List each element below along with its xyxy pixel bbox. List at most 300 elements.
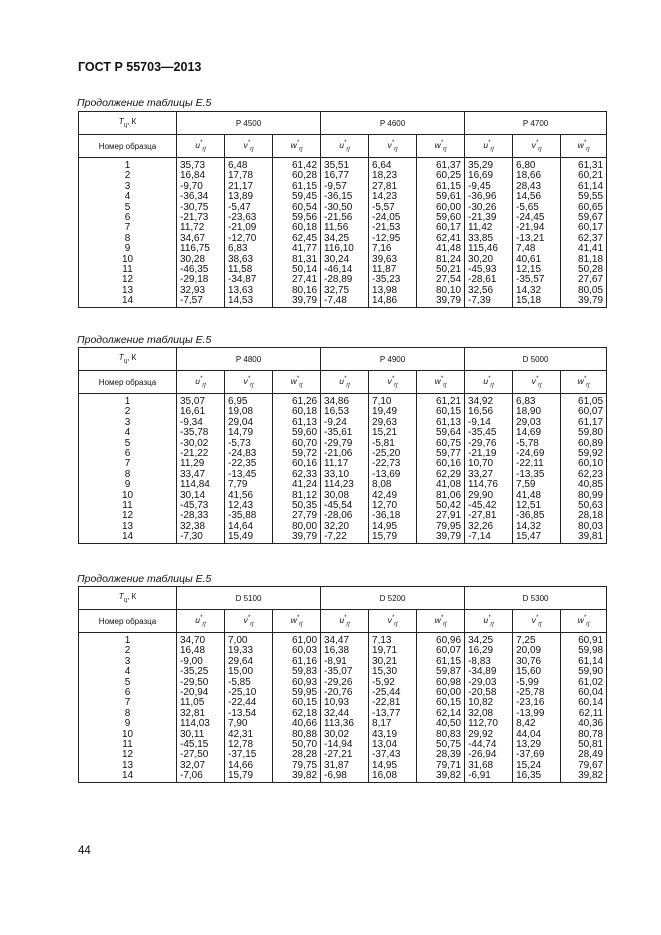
sample-number: 12 — [121, 510, 134, 522]
table-cell: 16,56 — [468, 406, 494, 418]
sample-number: 1 — [124, 396, 131, 407]
table-cell: 7,00 — [228, 635, 248, 646]
table-cell: 14,79 — [228, 427, 254, 439]
table-cell: 34,70 — [180, 635, 206, 646]
variable-header: $v^*_{rj}$ — [369, 371, 417, 394]
table-cell: 62,45 — [291, 232, 318, 244]
table-cell: -46,14 — [324, 264, 353, 276]
table-cell: -45,73 — [180, 500, 209, 512]
table-cell: 114,84 — [180, 479, 210, 491]
value-column — [417, 158, 465, 308]
table-cell: 62,11 — [578, 707, 604, 719]
data-table — [78, 586, 607, 783]
value-column — [273, 633, 321, 783]
table-cell: 8,08 — [372, 479, 392, 491]
table-cell: 115,46 — [468, 243, 498, 255]
table-cell: -29,50 — [180, 676, 209, 688]
table-cell: 59,67 — [578, 212, 604, 224]
variable-header: $u^*_{rj}$ — [321, 610, 369, 633]
table-cell: 60,15 — [292, 697, 318, 709]
sample-number: 13 — [121, 284, 134, 296]
table-cell: 60,18 — [291, 222, 318, 234]
table-cell: -27,50 — [180, 749, 209, 761]
table-cell: -30,02 — [180, 437, 209, 449]
table-cell: 40,36 — [578, 718, 604, 730]
table-cell: 11,17 — [324, 458, 349, 470]
table-cell: 33,27 — [468, 468, 494, 480]
table-cell: 6,80 — [516, 160, 536, 171]
variable-header: $u^*_{rj}$ — [465, 135, 513, 158]
table-cell: 61,37 — [436, 160, 462, 171]
table-cell: 41,41 — [578, 243, 604, 255]
table-cell: 60,04 — [578, 687, 604, 699]
table-cell: -29,18 — [180, 274, 209, 286]
table-cell: 7,79 — [228, 479, 248, 491]
table-cell: -7,14 — [468, 531, 491, 543]
table-cell: 32,07 — [180, 759, 206, 771]
table-cell: -28,06 — [324, 510, 353, 522]
table-cell: -27,81 — [468, 510, 497, 522]
sample-number: 10 — [121, 489, 134, 501]
table-cell: -7,57 — [180, 295, 203, 307]
table-cell: 11,72 — [180, 222, 205, 234]
tc-header: $Т_ц$, К — [79, 112, 177, 135]
table-cell: -9,14 — [468, 416, 491, 428]
variable-header: $v^*_{rj}$ — [225, 610, 273, 633]
table-cell: -13,21 — [516, 232, 545, 244]
table-cell: 16,77 — [324, 170, 350, 182]
table-cell: 62,18 — [292, 707, 318, 719]
table-cell: -46,35 — [180, 264, 209, 276]
table-cell: 39,82 — [578, 770, 604, 782]
table-cell: 61,14 — [578, 655, 604, 667]
table-cell: -36,34 — [180, 191, 209, 203]
table-cell: 11,05 — [180, 697, 205, 709]
table-cell: 62,41 — [436, 232, 462, 244]
table-cell: 61,42 — [291, 160, 318, 171]
table-cell: 44,04 — [516, 728, 542, 740]
table-cell: -22,11 — [516, 458, 544, 470]
table-cell: 61,26 — [291, 396, 318, 407]
table-cell: 33,10 — [324, 468, 350, 480]
table-cell: 35,51 — [324, 160, 350, 171]
table-cell: 15,60 — [516, 666, 542, 678]
value-column — [561, 633, 607, 783]
table-cell: -13,77 — [372, 707, 401, 719]
page-number: 44 — [78, 845, 91, 857]
table-cell: -5,47 — [228, 201, 251, 213]
table-cell: 41,08 — [436, 479, 462, 491]
table-cell: 41,77 — [291, 243, 318, 255]
table-cell: -20,76 — [324, 687, 353, 699]
value-column — [177, 158, 225, 308]
table-cell: 59,61 — [436, 191, 462, 203]
table-cell: 35,29 — [468, 160, 494, 171]
table-caption: Продолжение таблицы Е.5 — [77, 573, 212, 585]
sample-number: 3 — [124, 655, 131, 667]
table-cell: -28,61 — [468, 274, 497, 286]
table-cell: -24,05 — [372, 212, 401, 224]
table-cell: -13,69 — [372, 468, 401, 480]
table-cell: 27,91 — [436, 510, 462, 522]
table-cell: 61,02 — [578, 676, 604, 688]
table-cell: 59,77 — [436, 448, 462, 460]
table-cell: -21,39 — [468, 212, 497, 224]
group-header: D 5000 — [465, 348, 607, 371]
table-cell: 14,66 — [228, 759, 254, 771]
table-cell: 116,10 — [324, 243, 354, 255]
sample-number-column — [79, 158, 177, 308]
table-cell: -20,94 — [180, 687, 209, 699]
group-header: Р 4900 — [321, 348, 465, 371]
data-table — [78, 111, 607, 308]
table-cell: 39,81 — [578, 531, 604, 543]
table-cell: 11,58 — [228, 264, 253, 276]
table-cell: -35,57 — [516, 274, 545, 286]
variable-header: $v^*_{rj}$ — [369, 135, 417, 158]
table-cell: 59,55 — [578, 191, 604, 203]
table-cell: -35,07 — [324, 666, 353, 678]
table-cell: 6,83 — [228, 243, 248, 255]
table-cell: 80,00 — [291, 520, 318, 532]
table-cell: 27,79 — [291, 510, 318, 522]
table-cell: -24,69 — [516, 448, 545, 460]
sample-number-header: Номер образца — [79, 135, 177, 158]
table-cell: 12,78 — [228, 739, 254, 751]
table-cell: 60,07 — [436, 645, 462, 657]
table-cell: 113,36 — [324, 718, 354, 730]
table-cell: -34,89 — [468, 666, 497, 678]
table-cell: 13,04 — [372, 739, 398, 751]
table-cell: 29,03 — [516, 416, 542, 428]
table-cell: 6,48 — [228, 160, 248, 171]
table-caption: Продолжение таблицы Е.5 — [77, 97, 212, 109]
table-cell: 16,84 — [180, 170, 206, 182]
value-column — [561, 394, 607, 544]
variable-header: $u^*_{rj}$ — [177, 610, 225, 633]
table-cell: -5,65 — [516, 201, 539, 213]
sample-number: 14 — [121, 770, 134, 782]
group-header: Р 4600 — [321, 112, 465, 135]
table-cell: 30,02 — [324, 728, 350, 740]
table-cell: 34,25 — [468, 635, 494, 646]
table-cell: 59,56 — [291, 212, 318, 224]
sample-number: 7 — [124, 222, 131, 234]
value-column — [177, 633, 225, 783]
table-cell: 81,18 — [578, 253, 604, 265]
table-cell: 61,17 — [578, 416, 604, 428]
table-cell: -22,73 — [372, 458, 401, 470]
table-cell: -21,06 — [324, 448, 353, 460]
table-cell: 19,33 — [228, 645, 254, 657]
table-cell: -7,22 — [324, 531, 347, 543]
table-cell: 33,47 — [180, 468, 206, 480]
table-cell: 61,31 — [578, 160, 604, 171]
table-cell: 20,09 — [516, 645, 542, 657]
table-cell: 59,92 — [578, 448, 604, 460]
variable-header: $u^*_{rj}$ — [321, 135, 369, 158]
table-cell: 50,81 — [578, 739, 604, 751]
table-cell: 15,79 — [372, 531, 398, 543]
table-cell: 14,53 — [228, 295, 254, 307]
value-column — [465, 633, 513, 783]
sample-number: 7 — [124, 458, 131, 470]
table-cell: 30,76 — [516, 655, 542, 667]
table-cell: 60,89 — [578, 437, 604, 449]
table-cell: 80,05 — [578, 284, 604, 296]
sample-number: 5 — [124, 676, 131, 688]
table-cell: 13,89 — [228, 191, 254, 203]
table-cell: 15,24 — [516, 759, 542, 771]
table-cell: -9,70 — [180, 180, 203, 192]
table-cell: 33,85 — [468, 232, 494, 244]
table-cell: -35,25 — [180, 666, 209, 678]
table-cell: 10,82 — [468, 697, 494, 709]
table-cell: 59,83 — [292, 666, 318, 678]
table-cell: 13,63 — [228, 284, 254, 296]
sample-number: 8 — [124, 232, 131, 244]
table-cell: -21,19 — [468, 448, 497, 460]
table-cell: 32,81 — [180, 707, 206, 719]
value-column — [561, 158, 607, 308]
table-cell: -25,44 — [372, 687, 401, 699]
table-cell: -5,73 — [228, 437, 251, 449]
table-cell: 60,93 — [292, 676, 318, 688]
table-cell: 29,64 — [228, 655, 254, 667]
table-cell: 42,49 — [372, 489, 398, 501]
sample-number: 2 — [124, 645, 131, 657]
table-cell: 27,54 — [436, 274, 462, 286]
group-header: Р 4800 — [177, 348, 321, 371]
sample-number: 2 — [124, 406, 131, 418]
table-cell: -20,58 — [468, 687, 497, 699]
sample-number: 6 — [124, 448, 131, 460]
table-cell: -36,85 — [516, 510, 545, 522]
table-cell: 114,23 — [324, 479, 354, 491]
table-cell: 11,42 — [468, 222, 493, 234]
table-cell: 50,70 — [292, 739, 318, 751]
table-cell: -26,94 — [468, 749, 497, 761]
table-cell: -21,53 — [372, 222, 401, 234]
table-cell: 34,47 — [324, 635, 350, 646]
table-cell: 59,98 — [578, 645, 604, 657]
table-cell: 32,56 — [468, 284, 494, 296]
table-cell: 16,61 — [180, 406, 206, 418]
table-cell: 27,41 — [291, 274, 318, 286]
table-cell: -7,39 — [468, 295, 491, 307]
table-cell: 80,10 — [436, 284, 462, 296]
table-cell: -29,26 — [324, 676, 353, 688]
table-cell: 116,75 — [180, 243, 210, 255]
sample-number: 10 — [121, 253, 134, 265]
table-cell: 30,14 — [180, 489, 206, 501]
table-cell: -24,83 — [228, 448, 257, 460]
table-cell: -21,56 — [324, 212, 353, 224]
table-cell: 40,50 — [436, 718, 462, 730]
table-cell: -36,18 — [372, 510, 401, 522]
table-cell: 28,28 — [292, 749, 318, 761]
table-cell: 14,32 — [516, 520, 542, 532]
table-cell: -21,73 — [180, 212, 209, 224]
table-cell: 80,16 — [291, 284, 318, 296]
table-cell: 80,83 — [436, 728, 462, 740]
table-cell: 16,08 — [372, 770, 398, 782]
table-cell: 80,88 — [292, 728, 318, 740]
table-cell: -9,24 — [324, 416, 347, 428]
table-cell: 41,24 — [291, 479, 318, 491]
table-cell: 16,48 — [180, 645, 206, 657]
sample-number-column — [79, 394, 177, 544]
table-cell: 30,20 — [468, 253, 494, 265]
table-cell: 80,78 — [578, 728, 604, 740]
table-cell: 50,42 — [436, 500, 462, 512]
value-column — [417, 633, 465, 783]
table-caption: Продолжение таблицы Е.5 — [77, 334, 212, 346]
table-cell: -35,78 — [180, 427, 209, 439]
table-cell: -37,15 — [228, 749, 257, 761]
table-cell: 19,49 — [372, 406, 398, 418]
table-cell: 14,23 — [372, 191, 398, 203]
tc-header: $Т_ц$, К — [79, 348, 177, 371]
table-cell: -9,45 — [468, 180, 491, 192]
table-cell: -5,99 — [516, 676, 539, 688]
value-column — [273, 158, 321, 308]
table-cell: 60,15 — [436, 406, 462, 418]
table-cell: -7,48 — [324, 295, 347, 307]
table-cell: -45,54 — [324, 500, 353, 512]
table-cell: 60,07 — [578, 406, 604, 418]
value-column — [369, 158, 417, 308]
sample-number: 5 — [124, 201, 131, 213]
table-cell: 50,35 — [291, 500, 318, 512]
value-column — [465, 394, 513, 544]
variable-header: $w^*_{rj}$ — [561, 371, 607, 394]
table-cell: 61,16 — [292, 655, 318, 667]
table-cell: 60,91 — [578, 635, 604, 646]
table-cell: 59,60 — [291, 427, 318, 439]
value-column — [417, 394, 465, 544]
table-cell: -13,35 — [516, 468, 545, 480]
table-cell: 39,79 — [291, 531, 318, 543]
table-cell: 41,48 — [436, 243, 462, 255]
table-cell: -23,63 — [228, 212, 257, 224]
table-cell: -5,81 — [372, 437, 395, 449]
table-cell: 18,66 — [516, 170, 542, 182]
table-cell: -23,16 — [516, 697, 545, 709]
table-cell: 17,78 — [228, 170, 254, 182]
table-cell: 80,99 — [578, 489, 604, 501]
table-cell: -13,45 — [228, 468, 257, 480]
sample-number: 4 — [124, 427, 131, 439]
group-header: D 5100 — [177, 587, 321, 610]
table-cell: 41,48 — [516, 489, 542, 501]
sample-number: 1 — [124, 160, 131, 171]
table-cell: 29,63 — [372, 416, 398, 428]
table-cell: 114,03 — [180, 718, 210, 730]
table-cell: 12,70 — [372, 500, 398, 512]
table-cell: 34,25 — [324, 232, 350, 244]
table-cell: -7,06 — [180, 770, 203, 782]
table-cell: 28,43 — [516, 180, 542, 192]
value-column — [225, 394, 273, 544]
table-cell: -21,94 — [516, 222, 545, 234]
table-cell: 60,00 — [436, 201, 462, 213]
variable-header: $v^*_{rj}$ — [513, 135, 561, 158]
table-cell: -12,70 — [228, 232, 257, 244]
table-cell: 15,21 — [372, 427, 398, 439]
table-cell: 60,16 — [436, 458, 462, 470]
table-cell: -6,91 — [468, 770, 491, 782]
value-column — [513, 158, 561, 308]
table-cell: 60,18 — [291, 406, 318, 418]
table-cell: -35,45 — [468, 427, 497, 439]
variable-header: $v^*_{rj}$ — [513, 371, 561, 394]
sample-number: 8 — [124, 468, 131, 480]
table-cell: 7,25 — [516, 635, 536, 646]
table-cell: 6,64 — [372, 160, 392, 171]
table-cell: 32,93 — [180, 284, 206, 296]
sample-number: 6 — [124, 687, 131, 699]
sample-number: 11 — [122, 264, 133, 276]
group-header: D 5200 — [321, 587, 465, 610]
table-cell: -29,03 — [468, 676, 497, 688]
table-cell: 43,19 — [372, 728, 398, 740]
table-cell: -9,34 — [180, 416, 203, 428]
table-cell: 61,13 — [436, 416, 462, 428]
table-cell: 61,15 — [436, 180, 462, 192]
table-cell: 59,60 — [436, 212, 462, 224]
table-cell: 32,75 — [324, 284, 350, 296]
table-cell: -30,26 — [468, 201, 497, 213]
table-cell: -13,54 — [228, 707, 257, 719]
table-cell: 59,95 — [292, 687, 318, 699]
group-header: Р 4700 — [465, 112, 607, 135]
sample-number: 9 — [124, 479, 131, 491]
table-cell: -45,93 — [468, 264, 497, 276]
table-cell: 61,00 — [292, 635, 318, 646]
sample-number: 13 — [121, 520, 134, 532]
table-cell: 40,61 — [516, 253, 542, 265]
value-column — [465, 158, 513, 308]
variable-header: $w^*_{rj}$ — [417, 610, 465, 633]
table-cell: -7,30 — [180, 531, 203, 543]
value-column — [369, 394, 417, 544]
table-cell: 60,65 — [578, 201, 604, 213]
table-cell: 16,35 — [516, 770, 542, 782]
table-cell: 60,10 — [578, 458, 604, 470]
table-cell: 61,13 — [291, 416, 318, 428]
table-cell: 7,48 — [516, 243, 536, 255]
table-cell: 32,20 — [324, 520, 350, 532]
sample-number-header: Номер образца — [79, 610, 177, 633]
table-cell: 60,54 — [291, 201, 318, 213]
table-cell: 39,82 — [292, 770, 318, 782]
table-cell: 38,63 — [228, 253, 254, 265]
table-cell: 50,75 — [436, 739, 462, 751]
sample-number: 1 — [124, 635, 131, 646]
data-table — [78, 347, 607, 544]
variable-header: $v^*_{rj}$ — [513, 610, 561, 633]
table-cell: -5,78 — [516, 437, 539, 449]
table-cell: 21,17 — [228, 180, 254, 192]
table-cell: 60,15 — [436, 697, 462, 709]
table-cell: 28,39 — [436, 749, 462, 761]
table-cell: 15,79 — [228, 770, 254, 782]
table-cell: -25,78 — [516, 687, 545, 699]
table-cell: 12,43 — [228, 500, 254, 512]
table-cell: 34,67 — [180, 232, 206, 244]
table-cell: -5,57 — [372, 201, 395, 213]
